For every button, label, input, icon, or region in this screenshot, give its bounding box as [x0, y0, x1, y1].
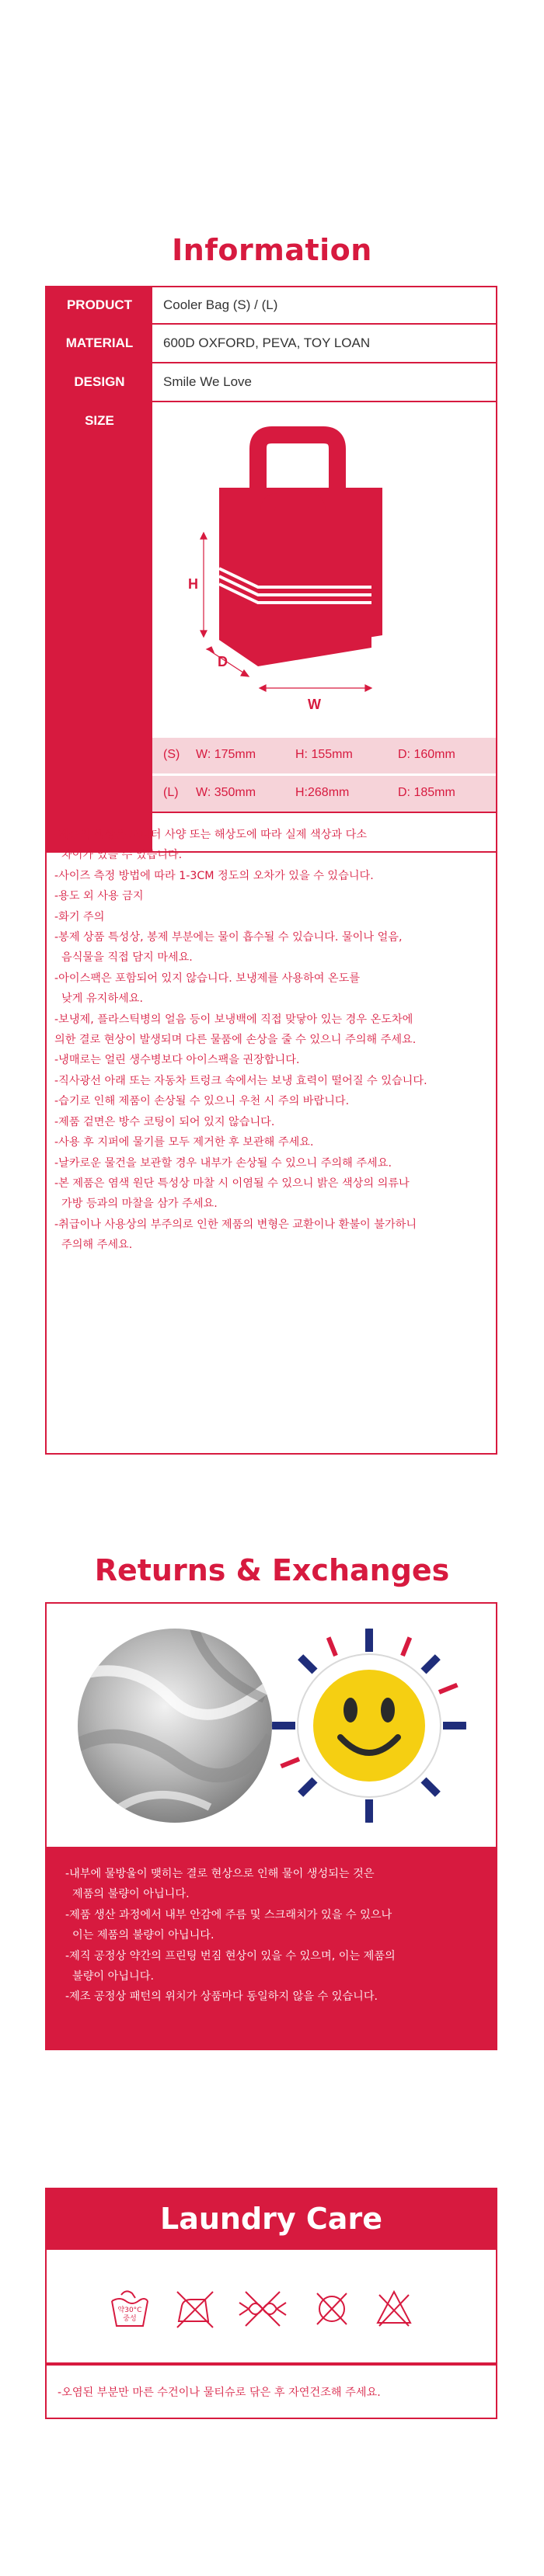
note-line: -제품 겉면은 방수 코팅이 되어 있지 않습니다. — [54, 1115, 275, 1128]
wash-temp-text: 약30°C — [117, 2307, 142, 2314]
returns-title: Returns & Exchanges — [94, 1553, 450, 1587]
note-line: -내부에 물방울이 맺히는 결로 현상으로 인해 물이 생성되는 것은 — [65, 1868, 375, 1880]
note-line: -용도 외 사용 금지 — [54, 890, 144, 903]
size-depth: D: 160mm — [398, 748, 455, 761]
bag-size-diagram — [152, 402, 496, 721]
width-label: W — [308, 697, 321, 712]
smiley-print-photo — [272, 1629, 466, 1823]
returns-notes — [65, 1864, 396, 2008]
note-line: -보냉제, 플라스틱병의 얼음 등이 보냉백에 직접 맞닿아 있는 경우 온도차에 — [54, 1013, 413, 1026]
row-key: PRODUCT — [47, 287, 152, 323]
note-line: -냉매로는 얼린 생수병보다 아이스팩을 권장합니다. — [54, 1054, 300, 1067]
size-height: H: 155mm — [295, 748, 353, 761]
row-value: 600D OXFORD, PEVA, TOY LOAN — [163, 335, 371, 350]
laundry-note: -오염된 부분만 마른 수건이나 물티슈로 닦은 후 자연건조해 주세요. — [45, 2364, 497, 2419]
information-title: Information — [172, 233, 372, 267]
note-line: 이는 제품의 불량이 아닙니다. — [65, 1929, 214, 1942]
row-product — [47, 287, 496, 325]
no-dry-clean-icon — [311, 2287, 353, 2331]
size-width: W: 175mm — [196, 748, 256, 761]
note-line: -봉제 상품 특성상, 봉제 부분에는 물이 흡수될 수 있습니다. 물이나 얼음, — [54, 931, 403, 944]
note-line: 가방 등과의 마찰을 삼가 주세요. — [54, 1198, 218, 1211]
note-line: -취급이나 사용상의 부주의로 인한 제품의 변형은 교환이나 환불이 불가하니 — [54, 1218, 417, 1231]
size-height: H:268mm — [295, 786, 350, 799]
height-label: H — [188, 576, 198, 592]
no-bleach-icon — [373, 2287, 415, 2331]
note-line: -제직 공정상 약간의 프린팅 번짐 현상이 있을 수 있으며, 이는 제품의 — [65, 1949, 396, 1962]
information-notes — [54, 825, 490, 1256]
no-wring-icon — [238, 2287, 288, 2331]
note-line: 불량이 아닙니다. — [65, 1970, 154, 1983]
row-value: Cooler Bag (S) / (L) — [163, 297, 278, 312]
row-material — [47, 325, 496, 363]
size-label: (S) — [163, 748, 180, 761]
wash-detergent-text: 중성 — [123, 2315, 137, 2323]
size-label: (L) — [163, 786, 179, 799]
row-key: MATERIAL — [47, 325, 152, 362]
note-line: -사용 후 지퍼에 물기를 모두 제거한 후 보관해 주세요. — [54, 1136, 314, 1149]
note-line: 낮게 유지하세요. — [54, 993, 143, 1006]
row-value: Smile We Love — [163, 374, 253, 389]
row-key: SIZE — [47, 402, 152, 851]
note-line: -습기로 인해 제품이 손상될 수 있으니 우천 시 주의 바랍니다. — [54, 1095, 350, 1108]
lining-photo — [78, 1629, 272, 1823]
note-line: 음식물을 직접 담지 마세요. — [54, 951, 193, 965]
note-line: 주의해 주세요. — [54, 1239, 133, 1252]
note-line: -본 제품은 염색 원단 특성상 마찰 시 이염될 수 있으니 밝은 색상의 의류나 — [54, 1177, 410, 1190]
note-line: 제품의 불량이 아닙니다. — [65, 1888, 190, 1901]
depth-label: D — [218, 654, 228, 669]
laundry-title: Laundry Care — [45, 2188, 497, 2250]
note-line: -제품의 색상은 모니터 사양 또는 해상도에 따라 실제 색상과 다소 — [54, 829, 368, 841]
no-iron-icon — [174, 2287, 216, 2331]
note-line: -아이스팩은 포함되어 있지 않습니다. 보냉제를 사용하여 온도를 — [54, 972, 361, 985]
note-line: 의한 결로 현상이 발생되며 다른 물품에 손상을 줄 수 있으니 주의해 주세요. — [54, 1034, 417, 1047]
note-line: -제품 생산 과정에서 내부 안감에 주름 및 스크래치가 있을 수 있으나 — [65, 1908, 392, 1921]
size-depth: D: 185mm — [398, 786, 455, 799]
hand-wash-icon — [109, 2287, 151, 2331]
returns-photos — [45, 1602, 497, 1848]
returns-notice — [45, 1848, 497, 2050]
note-line: -날카로운 물건을 보관할 경우 내부가 손상될 수 있으니 주의해 주세요. — [54, 1156, 392, 1170]
size-row-large — [152, 776, 496, 812]
note-line: -직사광선 아래 또는 자동차 트렁크 속에서는 보냉 효력이 떨어질 수 있습니다. — [54, 1074, 427, 1087]
size-row-small — [152, 738, 496, 773]
note-line: -사이즈 측정 방법에 따라 1-3CM 정도의 오차가 있을 수 있습니다. — [54, 869, 374, 882]
note-line: 차이가 있을 수 있습니다. — [54, 849, 183, 862]
row-key: DESIGN — [47, 363, 152, 401]
row-design — [47, 363, 496, 402]
size-width: W: 350mm — [196, 786, 256, 799]
note-line: -제조 공정상 패턴의 위치가 상품마다 동일하지 않을 수 있습니다. — [65, 1990, 378, 2004]
note-line: -화기 주의 — [54, 910, 105, 923]
